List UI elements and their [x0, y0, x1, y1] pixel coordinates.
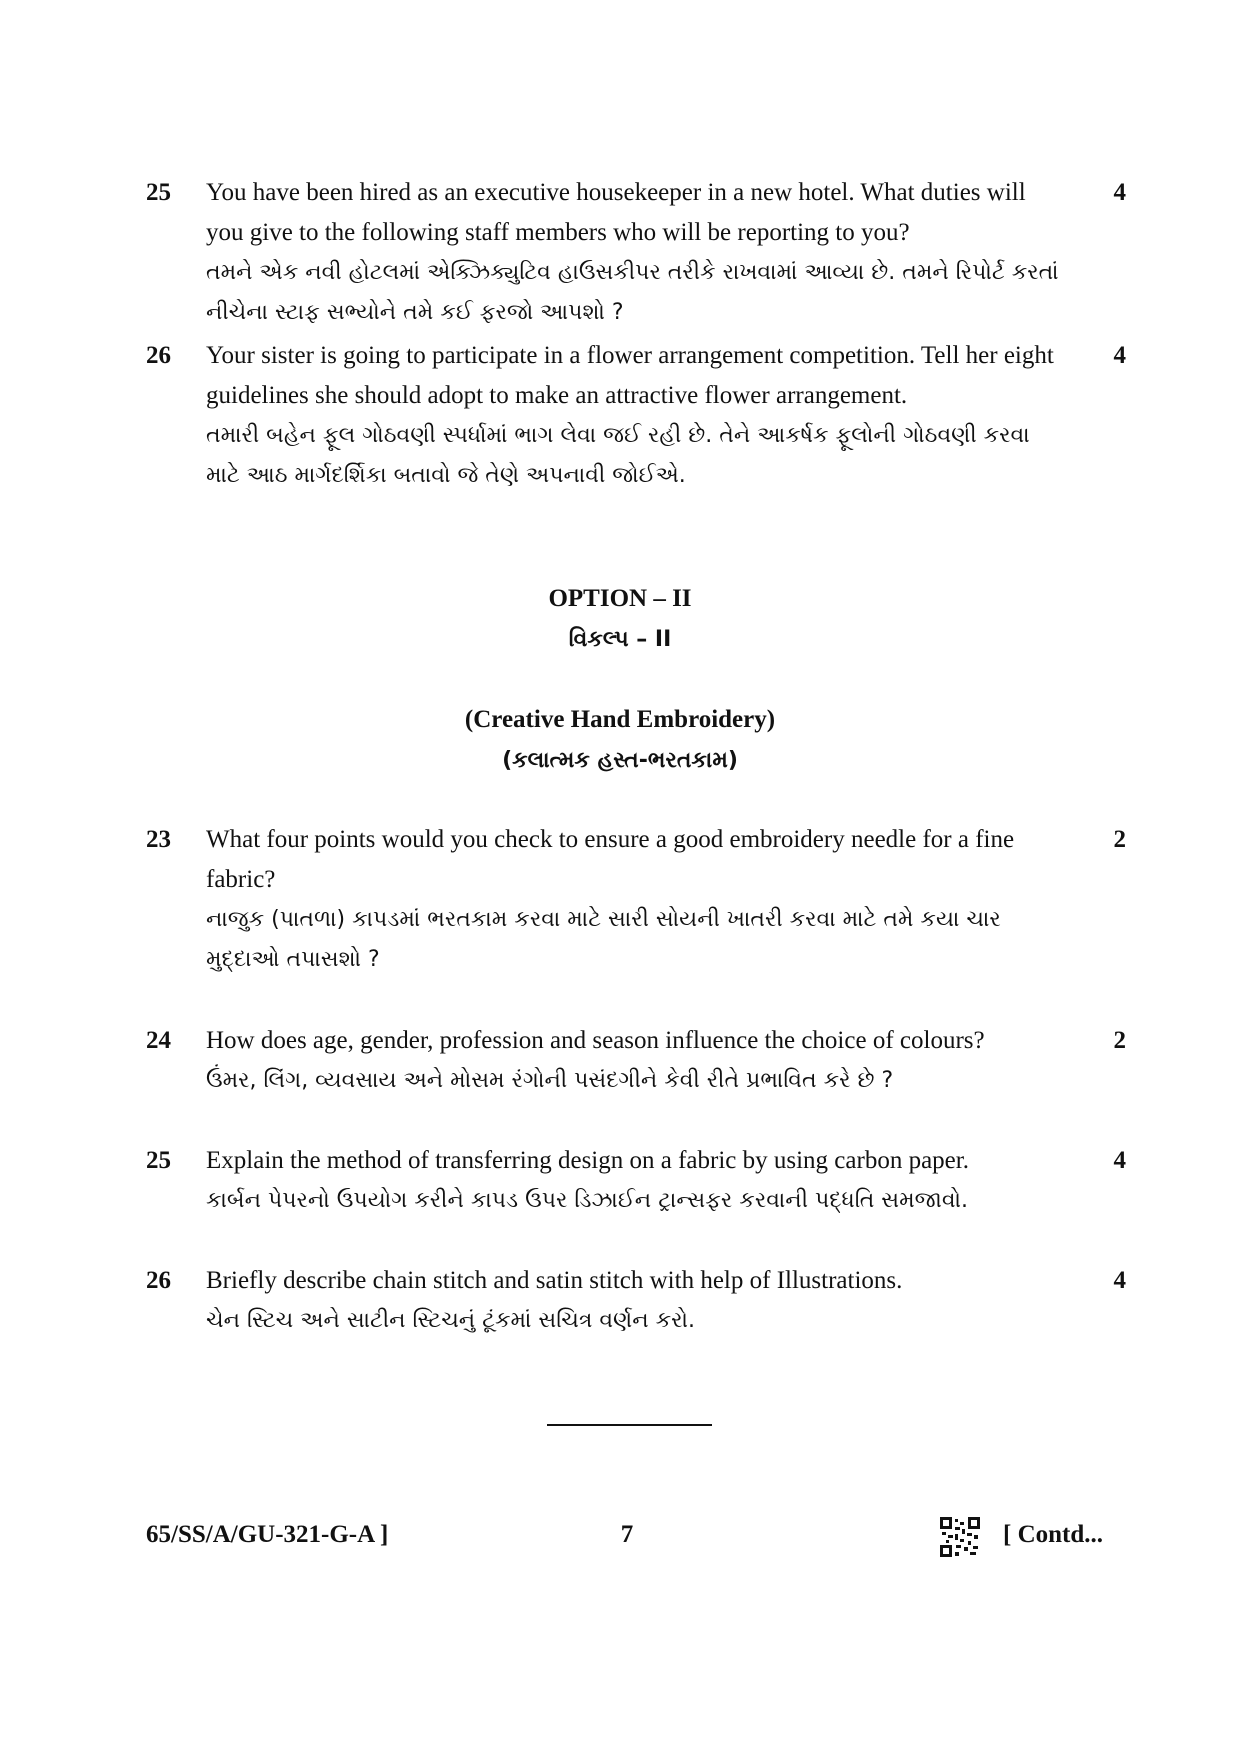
question-number: 23	[146, 826, 171, 853]
question-text	[206, 173, 1061, 333]
question-text-english: Your sister is going to participate in a flower arrangement competition. Tell her eight guidelines she should adopt to make an attractive flower arrangement.	[206, 342, 1054, 409]
question-text	[206, 1261, 1061, 1341]
question-number: 25	[146, 1147, 171, 1174]
question-text-gujarati: તમને એક નવી હોટલમાં એક્ઝિક્યુટિવ હાઉસકીપર તરીકે રાખવામાં આવ્યા છે. તમને રિપોર્ટ કરતાં નીચેના સ્ટાફ સભ્યોને તમે કઈ ફરજો આપશો ?	[206, 260, 1059, 325]
section-end-divider	[547, 1424, 712, 1426]
question-text-english: You have been hired as an executive housekeeper in a new hotel. What duties will you give to the following staff members who will be reporting to you?	[206, 179, 1026, 246]
question-text-english: What four points would you check to ensure a good embroidery needle for a fine fabric?	[206, 826, 1015, 893]
question-marks: 4	[1113, 342, 1126, 369]
option-subject: (Creative Hand Embroidery)	[464, 706, 776, 733]
question-text-gujarati: નાજુક (પાતળા) કાપડમાં ભરતકામ કરવા માટે સારી સોયની ખાતરી કરવા માટે તમે કયા ચાર મુદ્દાઓ તપાસશો ?	[206, 907, 1001, 972]
option-title-gujarati: વિકલ્પ – II	[568, 627, 672, 652]
question-marks: 4	[1113, 179, 1126, 206]
question-number: 26	[146, 1267, 171, 1294]
question-text-gujarati: તમારી બહેન ફૂલ ગોઠવણી સ્પર્ધામાં ભાગ લેવા જઈ રહી છે. તેને આકર્ષક ફૂલોની ગોઠવણી કરવા માટે આઠ માર્ગદર્શિકા બતાવો જે તેણે અપનાવી જોઈએ.	[206, 423, 1030, 488]
question-text-gujarati: ચેન સ્ટિચ અને સાટીન સ્ટિચનું ટૂંકમાં સચિત્ર વર્ણન કરો.	[206, 1308, 696, 1333]
option-title: OPTION – II	[548, 585, 692, 612]
qr-code-icon	[940, 1517, 980, 1557]
question-number: 26	[146, 342, 171, 369]
question-marks: 4	[1113, 1147, 1126, 1174]
question-text	[206, 820, 1061, 980]
question-text	[206, 1021, 1061, 1101]
question-marks: 2	[1113, 1027, 1126, 1054]
question-text-english: Explain the method of transferring design on a fabric by using carbon paper.	[206, 1147, 969, 1174]
question-text-gujarati: ઉંમર, લિંગ, વ્યવસાય અને મોસમ રંગોની પસંદગીને કેવી રીતે પ્રભાવિત કરે છે ?	[206, 1068, 894, 1093]
option-subject-gujarati: (કલાત્મક હસ્ત-ભરતકામ)	[502, 748, 738, 773]
continued-label: [ Contd...	[1003, 1521, 1104, 1548]
page-number: 7	[620, 1521, 634, 1548]
question-text	[206, 1141, 1061, 1221]
question-text-english: How does age, gender, profession and season influence the choice of colours?	[206, 1027, 985, 1054]
question-marks: 2	[1113, 826, 1126, 853]
question-number: 24	[146, 1027, 171, 1054]
question-text-gujarati: કાર્બન પેપરનો ઉપયોગ કરીને કાપડ ઉપર ડિઝાઈન ટ્રાન્સફર કરવાની પદ્ધતિ સમજાવો.	[206, 1188, 969, 1213]
question-text-english: Briefly describe chain stitch and satin stitch with help of Illustrations.	[206, 1267, 903, 1294]
question-text	[206, 336, 1061, 496]
question-number: 25	[146, 179, 171, 206]
paper-code: 65/SS/A/GU-321-G-A ]	[146, 1521, 389, 1548]
question-marks: 4	[1113, 1267, 1126, 1294]
